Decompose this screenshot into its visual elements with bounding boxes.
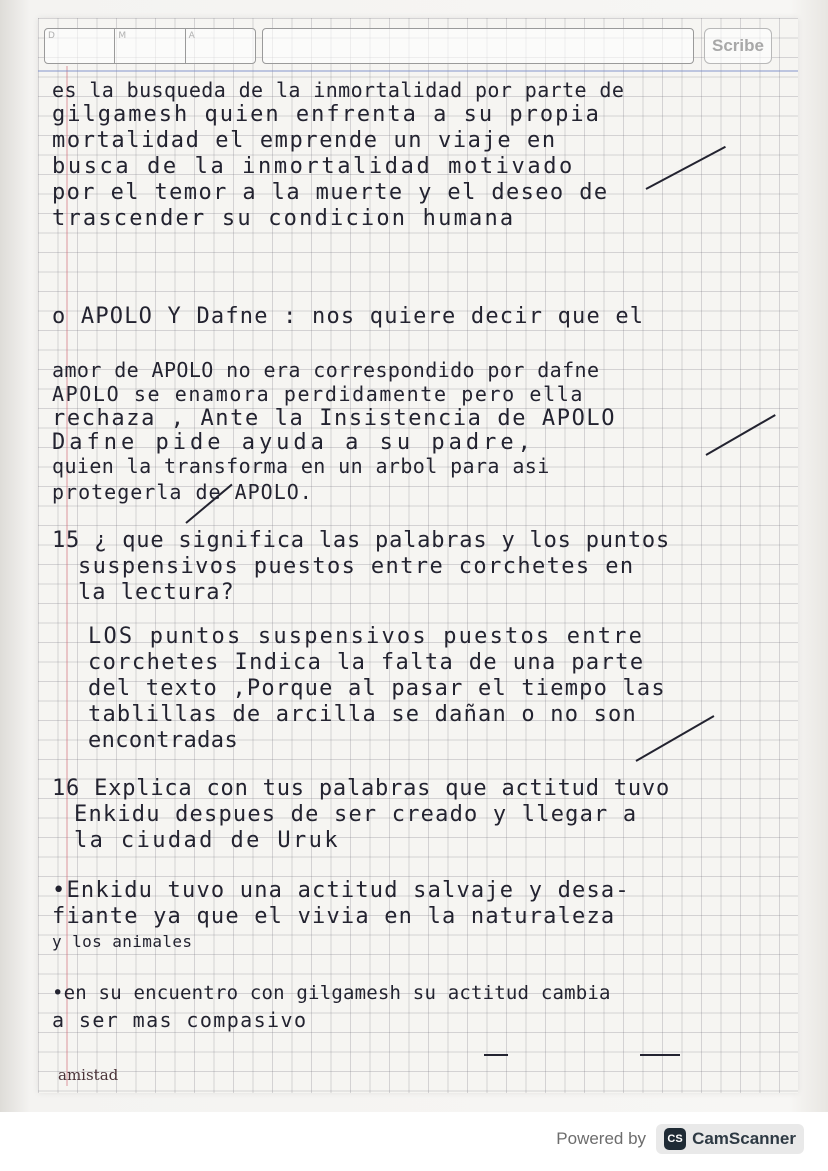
- camscanner-badge: [656, 1124, 804, 1154]
- text-line: la ciudad de Uruk: [74, 828, 340, 853]
- text-line: y los animales: [52, 932, 193, 951]
- camscanner-logo-icon: CS: [664, 1128, 686, 1150]
- camscanner-watermark: [556, 1122, 804, 1156]
- text-line: mortalidad el emprende un viaje en: [52, 128, 557, 153]
- text-line: quien la transforma en un arbol para asi: [52, 454, 550, 478]
- section-heading: o APOLO Y Dafne : nos quiere decir que el: [52, 304, 645, 329]
- powered-by-label: Powered by: [556, 1129, 647, 1148]
- text-line: por el temor a la muerte y el deseo de: [52, 180, 609, 205]
- text-line: corchetes Indica la falta de una parte: [88, 650, 645, 675]
- text-line: la lectura?: [78, 580, 235, 605]
- text-line: amor de APOLO no era correspondido por dafne: [52, 358, 600, 382]
- text-line: del texto ,Porque al pasar el tiempo las: [88, 676, 666, 701]
- pen-mark: [484, 1054, 508, 1056]
- text-line: es la busqueda de la inmortalidad por parte de: [52, 78, 625, 102]
- text-line: encontradas: [88, 728, 239, 753]
- text-line: busca de la inmortalidad motivado: [52, 154, 575, 179]
- page-header: [44, 26, 779, 66]
- text-line: gilgamesh quien enfrenta a su propia: [52, 102, 601, 127]
- text-line: a ser mas compasivo: [52, 1008, 308, 1032]
- header-rule: [38, 70, 798, 72]
- answer-15: LOS puntos suspensivos puestos entre: [88, 624, 645, 649]
- text-line: protegerla de APOLO.: [52, 480, 313, 504]
- question-16: 16 Explica con tus palabras que actitud tuvo: [52, 776, 670, 801]
- answer-16: •Enkidu tuvo una actitud salvaje y desa-: [52, 878, 630, 903]
- text-line: fiante ya que el vivia en la naturaleza: [52, 904, 616, 929]
- text-line: APOLO se enamora perdidamente pero ella: [52, 382, 584, 406]
- question-15: 15 ¿ que significa las palabras y los puntos: [52, 528, 670, 553]
- date-day-box: D: [45, 29, 115, 63]
- text-line: trascender su condicion humana: [52, 206, 516, 231]
- camscanner-brand: CamScanner: [692, 1129, 796, 1148]
- pen-mark: [640, 1054, 680, 1056]
- scribe-logo: Scribe: [704, 28, 772, 64]
- date-boxes: [44, 28, 256, 64]
- text-line: tablillas de arcilla se dañan o no son: [88, 702, 637, 727]
- text-line: rechaza , Ante la Insistencia de APOLO: [52, 406, 617, 431]
- text-line: Dafne pide ayuda a su padre,: [52, 430, 535, 455]
- title-box: [262, 28, 694, 64]
- text-line: suspensivos puestos entre corchetes en: [78, 554, 635, 579]
- text-line: Enkidu despues de ser creado y llegar a: [74, 802, 638, 827]
- closing-word: amistad: [58, 1066, 119, 1084]
- text-line: •en su encuentro con gilgamesh su actitud cambia: [52, 982, 611, 1004]
- date-month-box: M: [115, 29, 185, 63]
- date-year-box: A: [188, 31, 195, 41]
